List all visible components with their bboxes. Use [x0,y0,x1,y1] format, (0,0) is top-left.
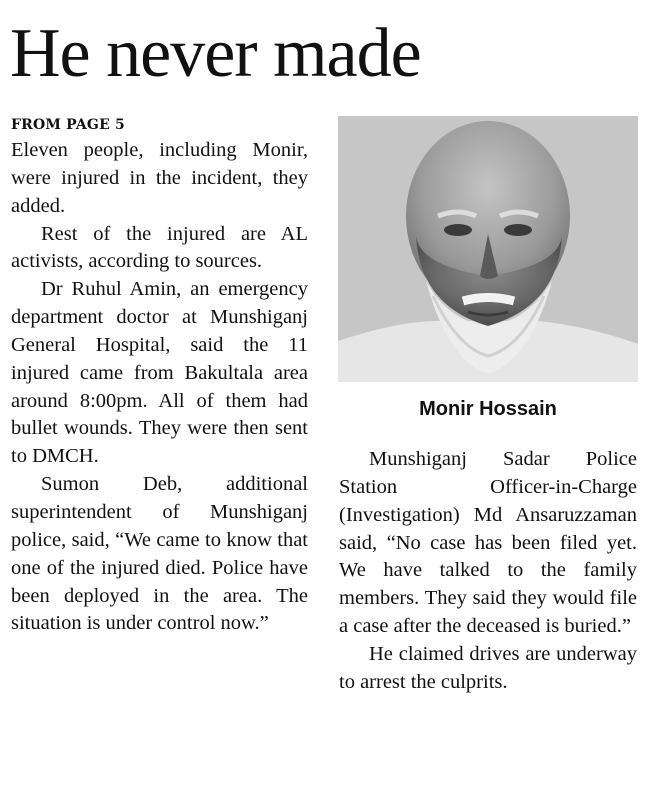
portrait-illustration [338,116,638,382]
paragraph: Dr Ruhul Amin, an emergency department doctor at Munshiganj General Hospital, said the 11 injured came from Bakultala area around 8:00pm. All of them had bullet wounds. They were then sent to DMCH. [11,278,308,468]
left-column [11,114,308,638]
right-column [339,446,637,697]
continuation-label: FROM PAGE 5 [11,117,125,133]
paragraph: Eleven people, including Monir, were injured in the incident, they added. [11,139,308,217]
photo-caption: Monir Hossain [419,398,557,420]
headline: He never made [10,15,421,92]
portrait-photo [338,116,638,382]
paragraph: Sumon Deb, additional superintendent of Munshiganj police, said, “We came to know that one of the injured died. Police have been deployed in the area. The situation is under control now.” [11,473,308,635]
paragraph: Rest of the injured are AL activists, according to sources. [11,222,308,273]
paragraph: He claimed drives are underway to arrest the culprits. [339,642,637,693]
paragraph: Munshiganj Sadar Police Station Officer-in-Charge (Investigation) Md Ansaruzzaman said, “No case has been filed yet. We have talked to the family members. They said they would file a case after the deceased is buried.” [339,448,637,638]
